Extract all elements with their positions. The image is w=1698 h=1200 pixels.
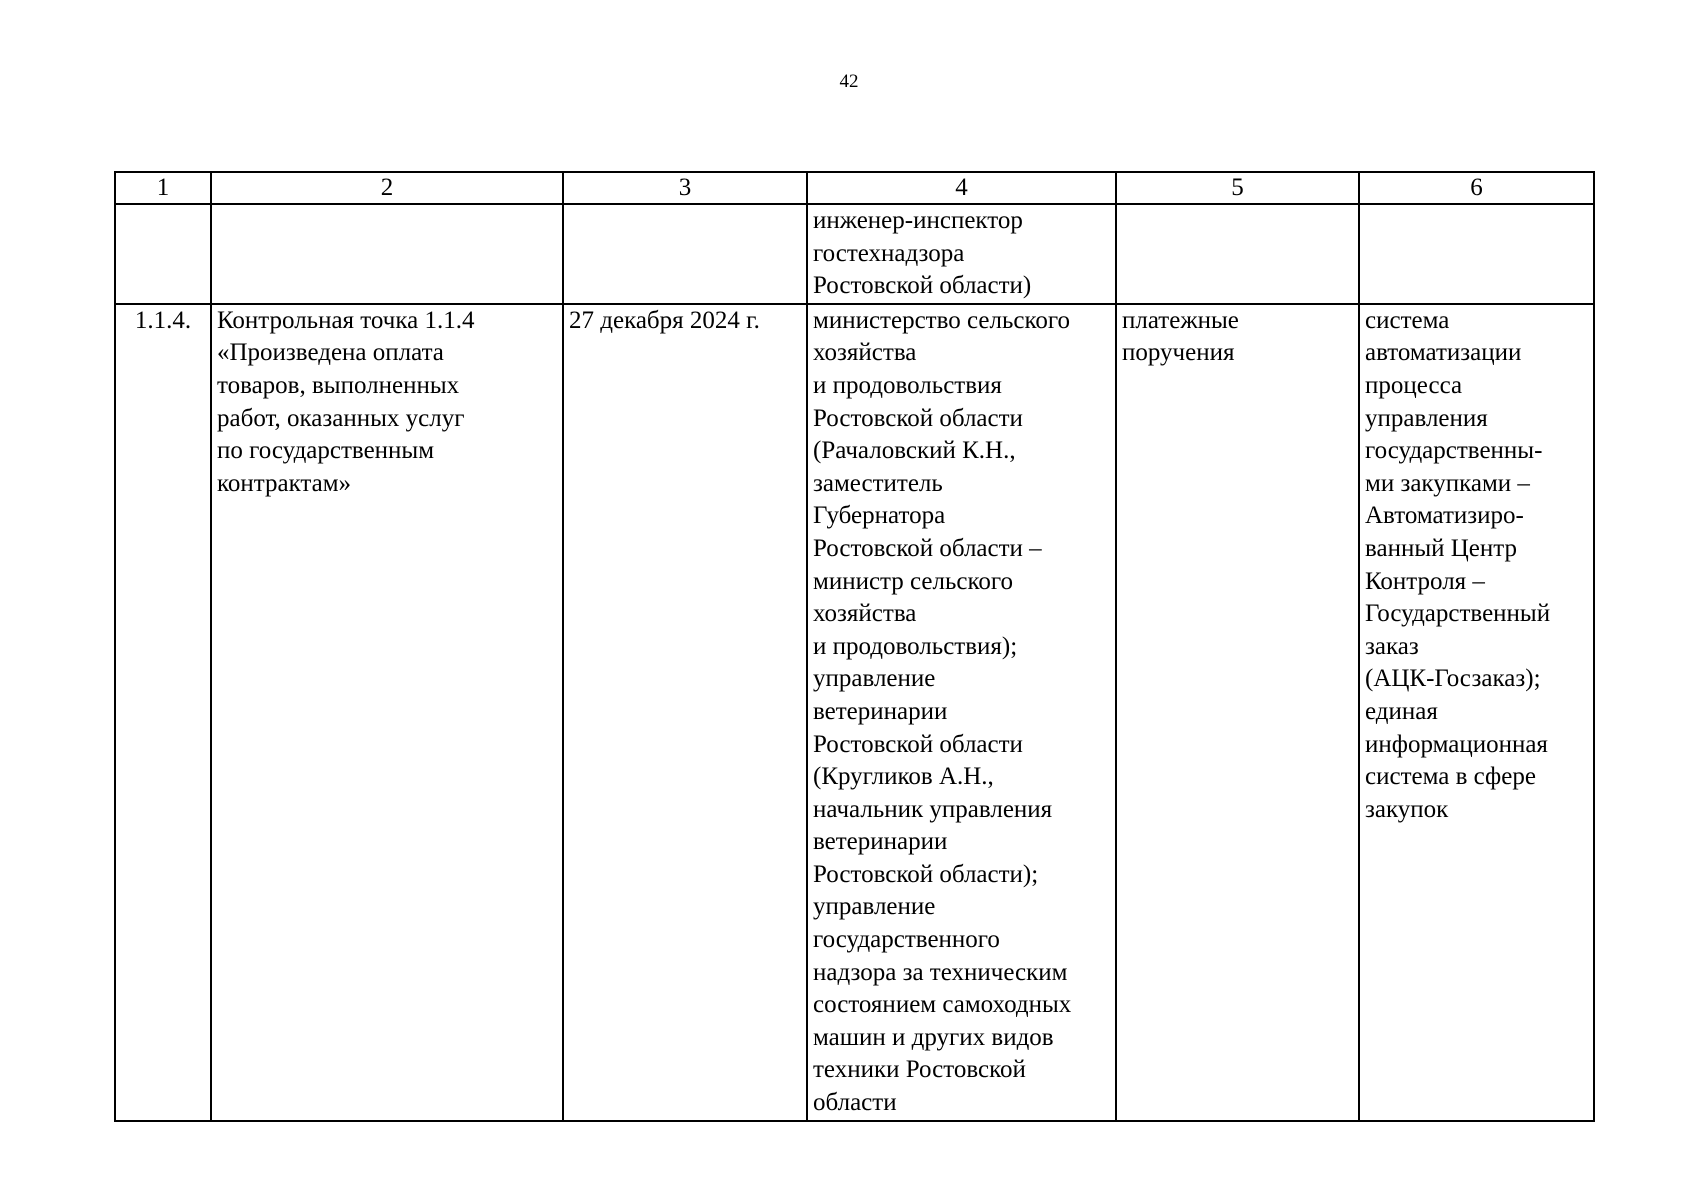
- column-header-2: 2: [211, 172, 563, 204]
- info-system-cell: [1359, 304, 1594, 1121]
- responsible-cell: [807, 204, 1116, 304]
- row-number-cell: [115, 204, 211, 304]
- column-header-1: 1: [115, 172, 211, 204]
- date-cell: [563, 204, 807, 304]
- document-type: платежные поручения: [1122, 306, 1239, 367]
- event-name: Контрольная точка 1.1.4 «Произведена оплата товаров, выполненных работ, оказанных услуг по государственным контрактам»: [217, 306, 475, 497]
- deadline-date: 27 декабря 2024 г.: [569, 306, 760, 334]
- name-cell: [211, 304, 563, 1121]
- column-header-6: 6: [1359, 172, 1594, 204]
- info-system: система автоматизации процесса управления государственны- ми закупками – Автоматизиро- ванный Центр Контроля – Государственный заказ (АЦК-Госзаказ); единая информационная система в сфере закупок: [1365, 306, 1551, 823]
- row-number-cell: [115, 304, 211, 1121]
- column-header-3: 3: [563, 172, 807, 204]
- row-number: 1.1.4.: [134, 306, 192, 334]
- page-number: 42: [839, 71, 859, 92]
- responsible-text: министерство сельского хозяйства и продовольствия Ростовской области (Рачаловский К.Н., заместитель Губернатора Ростовской области – министр сельского хозяйства и продовольствия); управление ветеринарии Ростовской области (Кругликов А.Н., начальник управления ветеринарии Ростовской области); управление государственного надзора за техническим состоянием самоходных машин и других видов техники Ростовской области: [813, 306, 1072, 1117]
- document-table: [114, 171, 1595, 1122]
- document-type-cell: [1116, 204, 1359, 304]
- responsible-cell: [807, 304, 1116, 1121]
- table-row: [115, 204, 1594, 304]
- name-cell: [211, 204, 563, 304]
- date-cell: [563, 304, 807, 1121]
- responsible-text: инженер-инспектор гостехнадзора Ростовской области): [813, 207, 1032, 300]
- table-row: [115, 304, 1594, 1121]
- column-header-4: 4: [807, 172, 1116, 204]
- document-type-cell: [1116, 304, 1359, 1121]
- column-header-5: 5: [1116, 172, 1359, 204]
- info-system-cell: [1359, 204, 1594, 304]
- table-header-row: [115, 172, 1594, 204]
